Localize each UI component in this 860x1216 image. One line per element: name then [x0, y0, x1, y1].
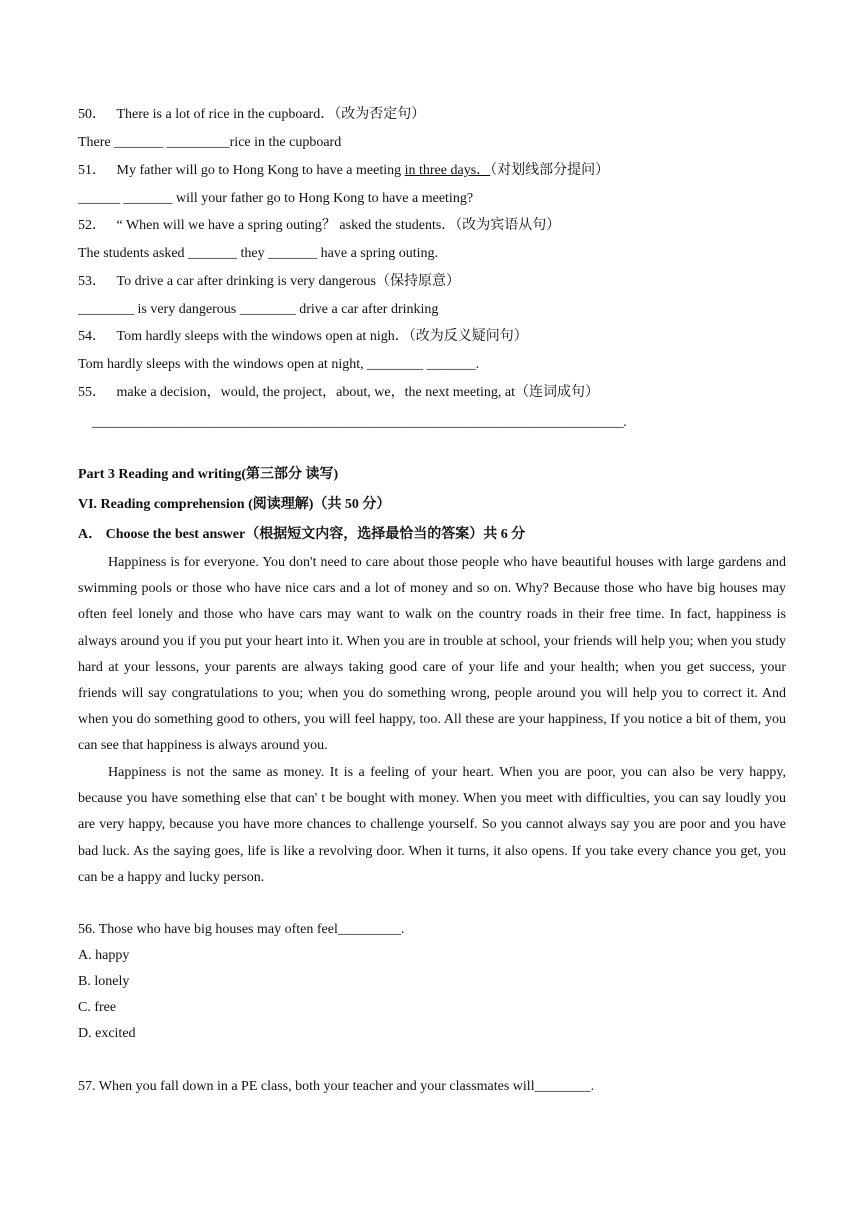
option-a: A. happy: [78, 948, 130, 963]
question-text: Tom hardly sleeps with the windows open at nigh．（改为反义疑问句）: [116, 329, 528, 344]
option-c: C. free: [78, 1000, 117, 1015]
question-51: [78, 162, 609, 180]
question-55: [78, 384, 599, 402]
answer-line-53: ________ is very dangerous ________ drive a car after drinking: [78, 302, 439, 317]
question-text: To drive a car after drinking is very dangerous（保持原意）: [116, 274, 460, 289]
answer-line-51: ______ _______ will your father go to Hong Kong to have a meeting?: [78, 191, 474, 206]
part-3-heading: Part 3 Reading and writing(第三部分 读写): [78, 467, 339, 482]
option-d: D. excited: [78, 1026, 136, 1041]
answer-line-55: ___________________________________________________________________________________.: [92, 415, 627, 430]
passage-paragraph-1: Happiness is for everyone. You don't need to care about those people who have beautiful houses with large gardens and swimming pools or those who have nice cars and a lot of money and so on. Why? Because those who have big houses may often feel lonely and those who have cars may want to walk on the country roads in their free time. In fact, happiness is always around you if you put your heart into it. When you are in trouble at school, your friends will help you; when you study hard at your lessons, your parents are always taking good care of your life and your health; when you get success, your friends will say congratulations to you; when you do something wrong, people around you will help you to correct it. And when you do something good to others, you will feel happy, too. All these are your happiness, If you notice a bit of them, you can see that happiness is always around you.: [78, 555, 786, 754]
answer-line-54: Tom hardly sleeps with the windows open at night, ________ _______.: [78, 357, 480, 372]
question-text: make a decision，would, the project，about, we，the next meeting, at（连词成句）: [116, 385, 599, 400]
question-number: 55．: [78, 385, 106, 400]
underlined-phrase: in three days．: [404, 163, 491, 178]
passage-paragraph-2: Happiness is not the same as money. It is a feeling of your heart. When you are poor, you can also be very happy, because you have something else that can' t be bought with money. When you meet with difficulties, you can say loudly you are very happy, because you have more chances to challenge yourself. So you cannot always say you are poor and you have bad luck. As the saying goes, life is like a revolving door. When it turns, it also opens. If you take every chance you get, you can be a happy and lucky person.: [78, 765, 786, 885]
question-54: [78, 328, 528, 346]
question-number: 51．: [78, 163, 106, 178]
question-50: [78, 106, 425, 124]
question-52: [78, 217, 560, 235]
question-text: “ When will we have a spring outing？ asked the students．（改为宾语从句）: [116, 218, 561, 233]
section-a-heading: A． Choose the best answer（根据短文内容，选择最恰当的答案）共 6 分: [78, 527, 526, 542]
question-number: 54．: [78, 329, 106, 344]
section-vi-heading: VI. Reading comprehension (阅读理解)（共 50 分）: [78, 497, 391, 512]
question-number: 53．: [78, 274, 106, 289]
question-instruction: （对划线部分提问）: [490, 163, 610, 178]
question-text: My father will go to Hong Kong to have a meeting: [116, 163, 405, 178]
question-57: 57. When you fall down in a PE class, both your teacher and your classmates will________.: [78, 1079, 595, 1094]
option-b: B. lonely: [78, 974, 130, 989]
question-text: There is a lot of rice in the cupboard．（改为否定句）: [116, 107, 426, 122]
question-number: 52．: [78, 218, 106, 233]
question-53: [78, 273, 460, 291]
question-number: 50．: [78, 107, 106, 122]
question-56: 56. Those who have big houses may often feel_________.: [78, 922, 405, 937]
answer-line-50: There _______ _________rice in the cupboard: [78, 135, 342, 150]
answer-line-52: The students asked _______ they _______ have a spring outing.: [78, 246, 439, 261]
